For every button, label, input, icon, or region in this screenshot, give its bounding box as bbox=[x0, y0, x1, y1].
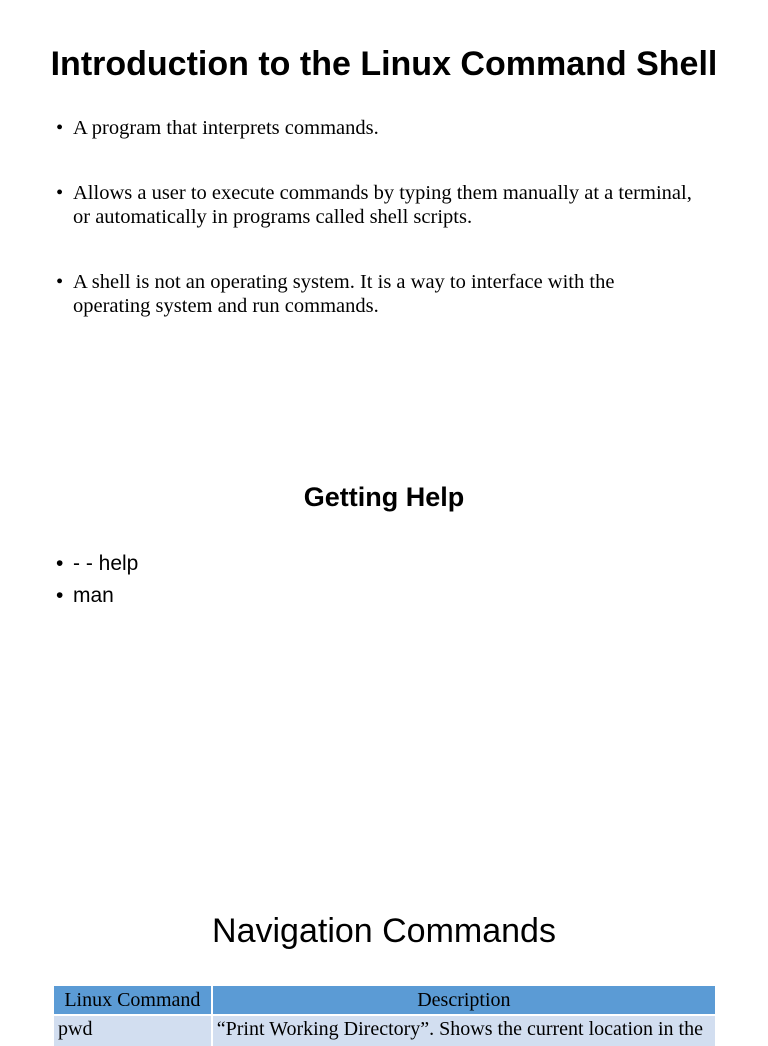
list-item bbox=[56, 548, 138, 580]
list-item bbox=[56, 270, 696, 318]
column-header-command: Linux Command bbox=[54, 986, 212, 1015]
table-row bbox=[54, 1015, 715, 1046]
table-header-row bbox=[54, 986, 715, 1015]
bullet-icon: • bbox=[56, 271, 64, 293]
table-cell-command: pwd bbox=[54, 1015, 212, 1046]
list-item bbox=[56, 116, 696, 140]
column-header-description: Description bbox=[212, 986, 715, 1015]
intro-bullet-list bbox=[56, 116, 696, 359]
bullet-text: Allows a user to execute commands by typing them manually at a terminal, or automatically in programs called shell scripts. bbox=[73, 182, 692, 228]
section-title-navigation: Navigation Commands bbox=[212, 912, 556, 950]
bullet-text: - - help bbox=[73, 552, 139, 575]
table-cell-description: “Print Working Directory”. Shows the current location in the bbox=[212, 1015, 715, 1046]
bullet-icon: • bbox=[56, 182, 64, 204]
page-title: Introduction to the Linux Command Shell bbox=[50, 45, 718, 83]
bullet-icon: • bbox=[56, 117, 64, 139]
bullet-icon: • bbox=[56, 584, 64, 607]
section-title-getting-help: Getting Help bbox=[303, 482, 465, 512]
bullet-text: man bbox=[73, 584, 114, 607]
list-item bbox=[56, 580, 138, 612]
navigation-commands-table bbox=[54, 986, 715, 1046]
help-bullet-list bbox=[56, 548, 138, 612]
bullet-icon: • bbox=[56, 552, 64, 575]
bullet-text: A shell is not an operating system. It is a way to interface with the operating system and run commands. bbox=[73, 271, 615, 317]
bullet-text: A program that interprets commands. bbox=[73, 117, 379, 139]
list-item bbox=[56, 181, 696, 229]
